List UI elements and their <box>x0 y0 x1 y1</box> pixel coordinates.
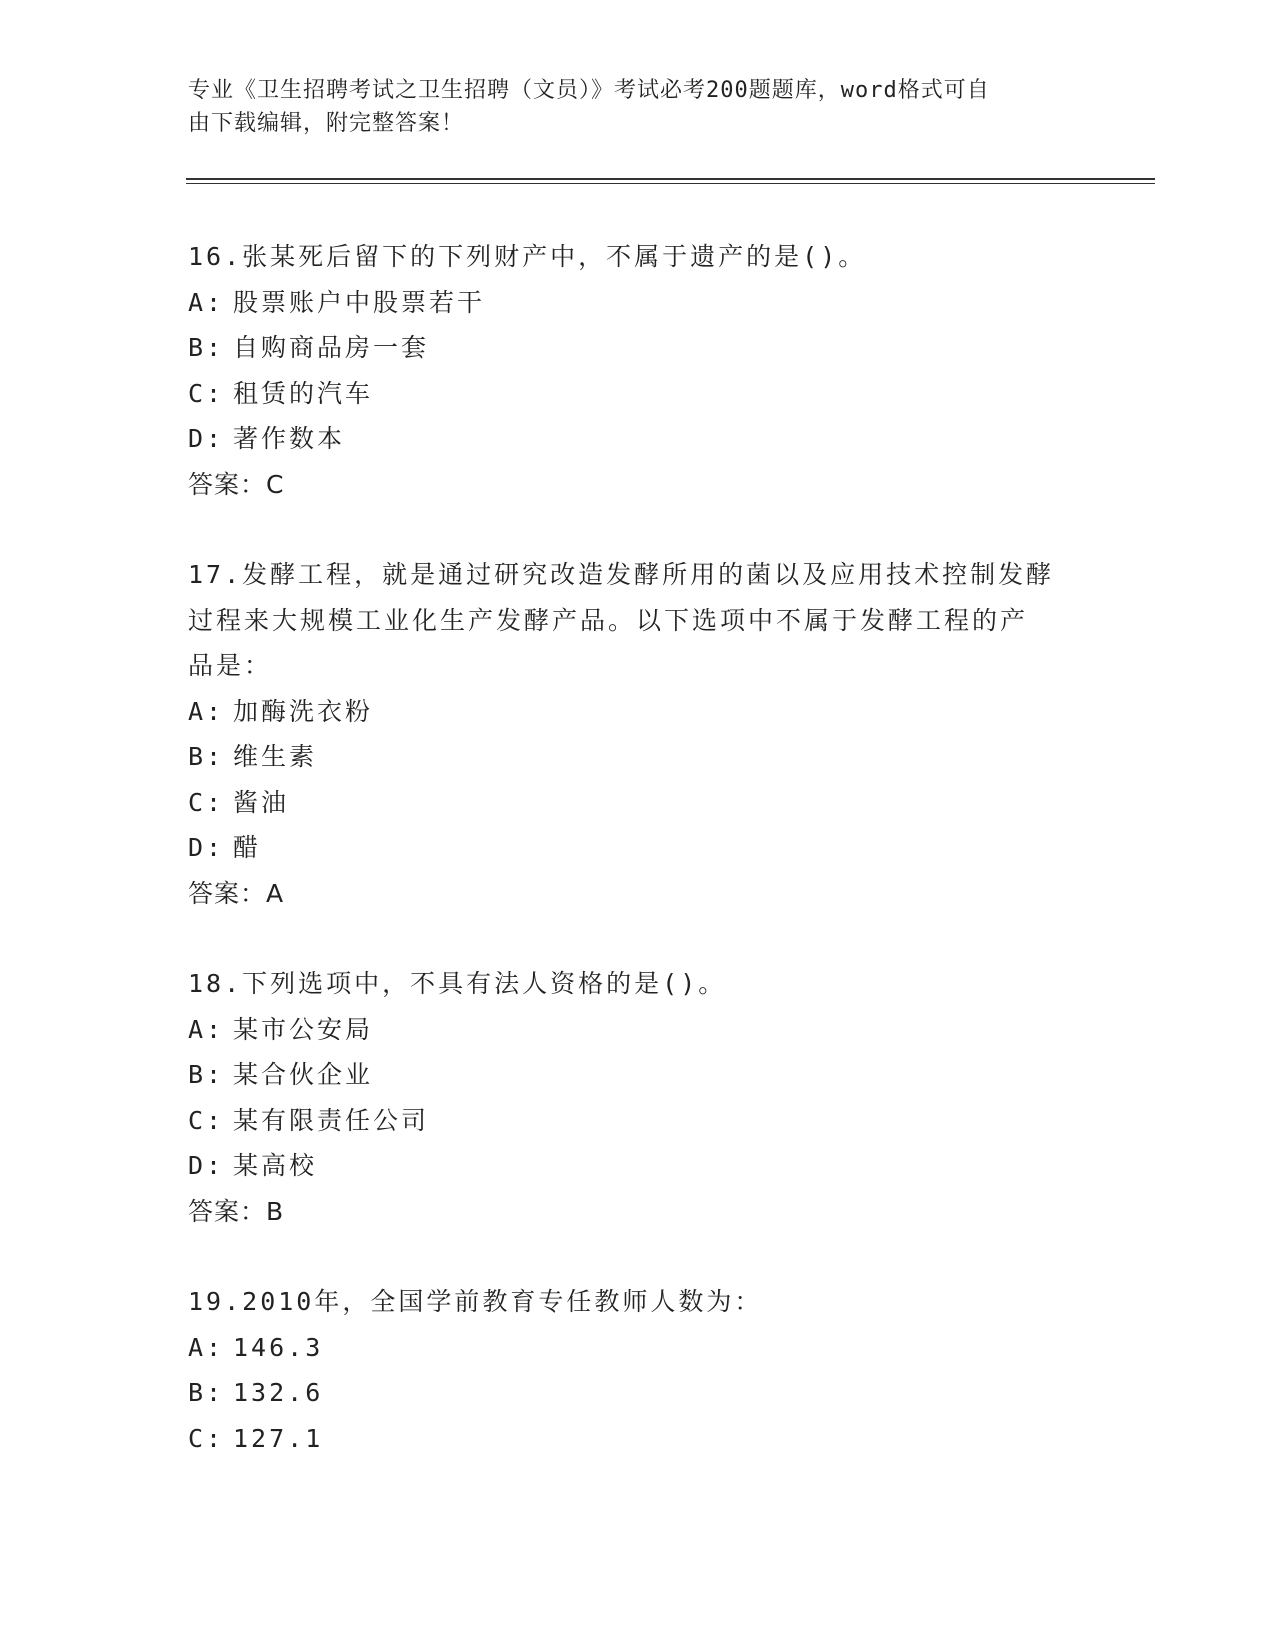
option-a <box>188 689 1088 735</box>
option-b <box>188 734 1088 780</box>
option-a <box>188 1007 1088 1053</box>
option-b <box>188 325 1088 371</box>
option-c <box>188 1098 1088 1144</box>
option-b <box>188 1052 1088 1098</box>
option-text: 租赁的汽车 <box>233 378 374 408</box>
question-text-line-1: 17.发酵工程，就是通过研究改造发酵所用的菌以及应用技术控制发酵 <box>188 560 1055 589</box>
question-text: 18.下列选项中，不具有法人资格的是()。 <box>188 969 727 998</box>
option-key: D: <box>188 1151 225 1180</box>
option-text: 127.1 <box>233 1423 324 1453</box>
option-text: 维生素 <box>233 742 318 771</box>
answer-label: 答案：B <box>188 1196 285 1226</box>
question-19 <box>188 1279 1088 1461</box>
question-text-line-3: 品是： <box>188 651 273 680</box>
option-text: 某高校 <box>233 1151 318 1180</box>
option-text: 醋 <box>233 833 262 862</box>
option-c <box>188 371 1088 417</box>
question-text: 16.张某死后留下的下列财产中，不属于遗产的是()。 <box>188 242 867 271</box>
option-text: 股票账户中股票若干 <box>233 287 486 317</box>
option-key: B: <box>188 1060 225 1089</box>
option-key: A: <box>188 696 225 726</box>
question-text: 19.2010年，全国学前教育专任教师人数为： <box>188 1287 763 1316</box>
option-text: 146.3 <box>233 1332 324 1362</box>
option-text: 著作数本 <box>233 424 346 453</box>
option-d <box>188 825 1088 871</box>
option-text: 某市公安局 <box>233 1014 374 1044</box>
option-key: B: <box>188 742 225 771</box>
header-line-2: 由下载编辑，附完整答案！ <box>188 111 465 136</box>
question-16 <box>188 234 1088 507</box>
question-list <box>188 234 1088 1506</box>
option-key: C: <box>188 378 225 408</box>
option-key: A: <box>188 1332 225 1362</box>
answer-label: 答案：C <box>188 469 285 499</box>
option-a <box>188 1325 1088 1371</box>
option-key: D: <box>188 424 225 453</box>
option-text: 某合伙企业 <box>233 1060 374 1089</box>
question-text-line-2: 过程来大规模工业化生产发酵产品。以下选项中不属于发酵工程的产 <box>188 605 1029 635</box>
option-text: 自购商品房一套 <box>233 333 430 362</box>
header-divider-thick <box>186 178 1155 180</box>
option-key: C: <box>188 1105 225 1135</box>
option-key: B: <box>188 333 225 362</box>
question-17 <box>188 552 1088 916</box>
option-text: 加酶洗衣粉 <box>233 696 374 726</box>
option-b <box>188 1370 1088 1416</box>
document-header <box>188 74 1068 140</box>
option-text: 酱油 <box>233 787 290 817</box>
option-a <box>188 280 1088 326</box>
option-key: C: <box>188 1423 225 1453</box>
option-key: D: <box>188 833 225 862</box>
option-c <box>188 1416 1088 1462</box>
option-key: A: <box>188 287 225 317</box>
option-d <box>188 416 1088 462</box>
header-divider-thin <box>186 183 1155 184</box>
option-text: 132.6 <box>233 1378 324 1407</box>
option-key: C: <box>188 787 225 817</box>
option-c <box>188 780 1088 826</box>
header-line-1: 专业《卫生招聘考试之卫生招聘（文员）》考试必考200题题库，word格式可自 <box>188 78 990 103</box>
option-key: A: <box>188 1014 225 1044</box>
option-d <box>188 1143 1088 1189</box>
option-key: B: <box>188 1378 225 1407</box>
option-text: 某有限责任公司 <box>233 1105 430 1135</box>
question-18 <box>188 961 1088 1234</box>
answer-label: 答案：A <box>188 878 285 908</box>
